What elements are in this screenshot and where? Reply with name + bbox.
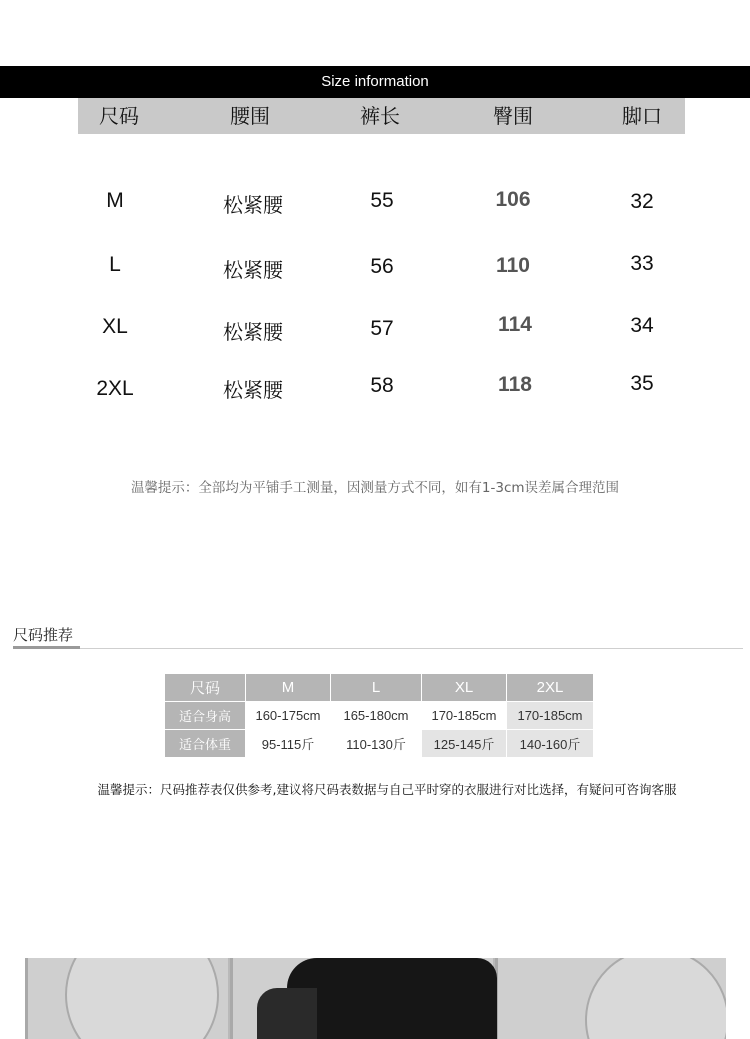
section-title-underline [13,646,80,649]
rec-height-2xl: 170-185cm [507,702,594,730]
length-cell: 55 [370,189,394,212]
size-cell: XL [102,315,128,338]
recommend-note: 温馨提示：尺码推荐表仅供参考,建议将尺码表数据与自己平时穿的衣服进行对比选择，有疑问可咨询客服 [97,782,677,797]
header-length: 裤长 [360,104,400,128]
rec-weight-m: 95-115斤 [246,730,331,758]
length-cell: 58 [370,374,394,397]
size-recommend-table [164,673,594,758]
hem-cell: 32 [630,190,654,213]
hip-cell: 106 [495,188,531,211]
product-photo [25,958,726,1039]
header-size: 尺码 [99,104,139,128]
rec-height-l: 165-180cm [331,702,422,730]
table-row [165,674,594,702]
length-cell: 56 [370,255,394,278]
photo-wall-disc [65,958,219,1039]
rec-header-m: M [246,674,331,702]
hip-cell: 110 [496,254,530,277]
rec-header-2xl: 2XL [507,674,594,702]
rec-height-label: 适合身高 [165,702,246,730]
hem-cell: 34 [630,314,654,337]
measurement-note: 温馨提示：全部均为平铺手工测量，因测量方式不同，如有1-3cm误差属合理范围 [130,480,620,496]
header-hem: 脚口 [622,104,662,128]
table-row [165,730,594,758]
hem-cell: 35 [630,372,654,395]
size-cell: 2XL [96,377,134,400]
model-arm [257,988,317,1039]
size-cell: L [109,253,121,276]
photo-wall-disc [585,958,726,1039]
waist-cell: 松紧腰 [223,258,283,282]
waist-cell: 松紧腰 [223,378,283,402]
table-row [165,702,594,730]
rec-height-m: 160-175cm [246,702,331,730]
hem-cell: 33 [630,252,654,275]
rec-weight-2xl: 140-160斤 [507,730,594,758]
waist-cell: 松紧腰 [223,320,283,344]
size-info-banner: Size information [0,66,750,98]
size-table-header [78,98,685,134]
header-hip: 臀围 [493,104,533,128]
rec-header-l: L [331,674,422,702]
rec-header-xl: XL [422,674,507,702]
model-figure [287,958,497,1039]
rec-height-xl: 170-185cm [422,702,507,730]
rec-header-size: 尺码 [165,674,246,702]
header-waist: 腰围 [230,104,270,128]
rec-weight-label: 适合体重 [165,730,246,758]
recommend-title: 尺码推荐 [13,626,74,644]
waist-cell: 松紧腰 [223,193,283,217]
rec-weight-l: 110-130斤 [331,730,422,758]
hip-cell: 114 [498,313,532,336]
rec-weight-xl: 125-145斤 [422,730,507,758]
hip-cell: 118 [498,373,532,396]
section-divider [13,648,743,649]
length-cell: 57 [370,317,394,340]
size-cell: M [106,189,124,212]
